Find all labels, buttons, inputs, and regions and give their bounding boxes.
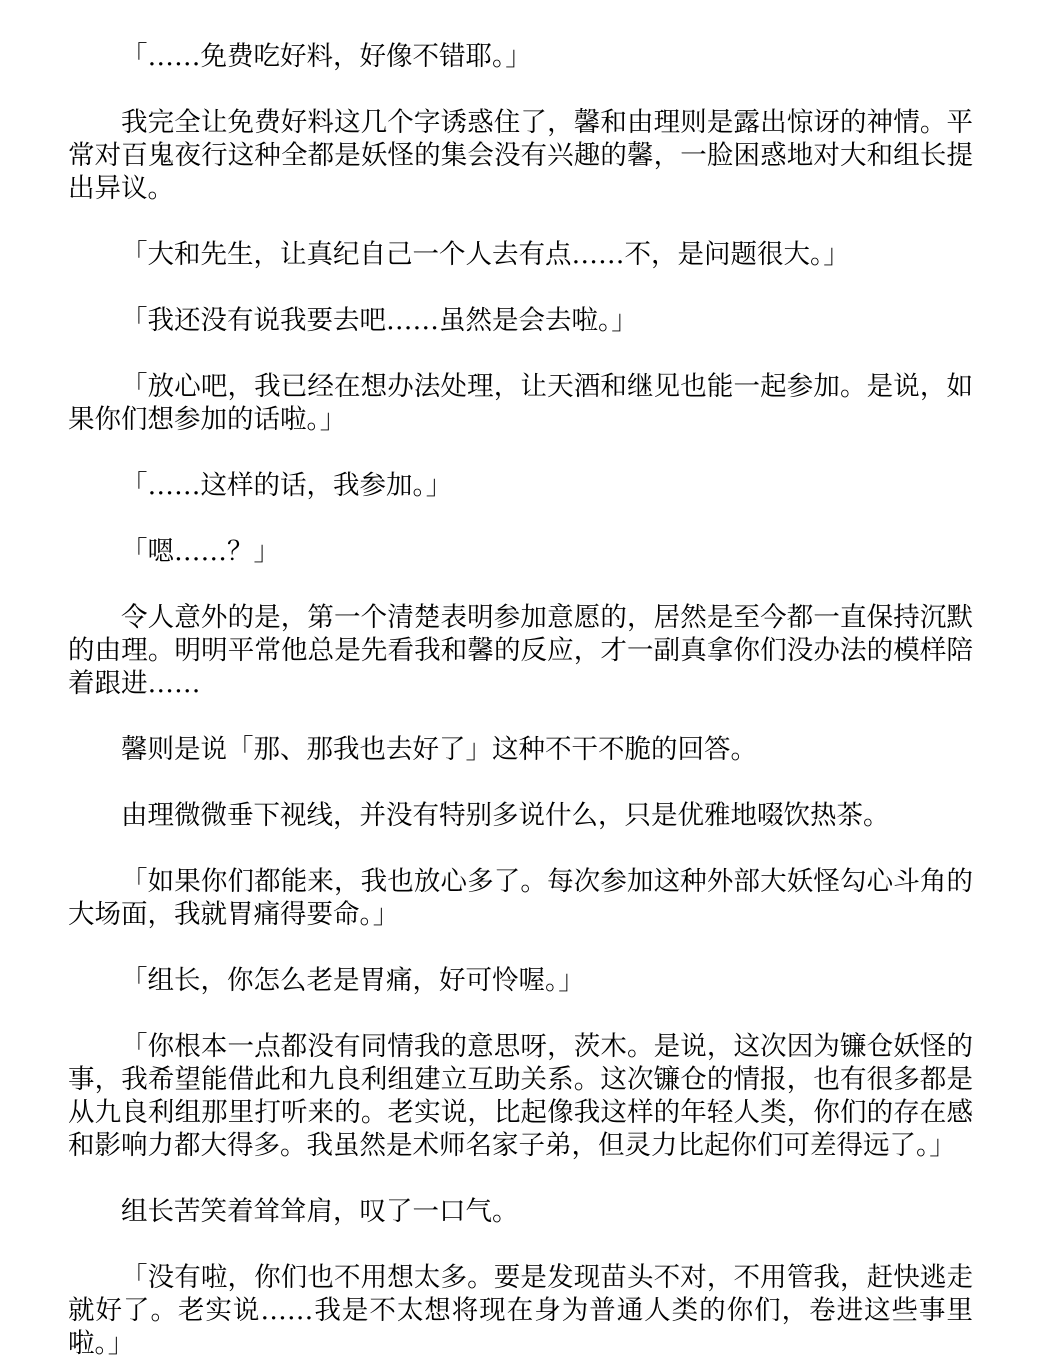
paragraph: 组长苦笑着耸耸肩，叹了一口气。 <box>121 1196 519 1227</box>
paragraph: 「大和先生，让真纪自己一个人去有点……不，是问题很大。」 <box>121 239 850 270</box>
paragraph: 「放心吧，我已经在想办法处理，让天酒和继见也能一起参加。是说，如果你们想参加的话啦。」 <box>68 371 973 435</box>
paragraph: 「如果你们都能来，我也放心多了。每次参加这种外部大妖怪勾心斗角的大场面，我就胃痛得要命。」 <box>68 866 973 930</box>
paragraph: 「组长，你怎么老是胃痛，好可怜喔。」 <box>121 965 585 996</box>
paragraph: 「没有啦，你们也不用想太多。要是发现苗头不对，不用管我，赶快逃走就好了。老实说……我是不太想将现在身为普通人类的你们，卷进这些事里啦。」 <box>68 1262 973 1359</box>
paragraph: 令人意外的是，第一个清楚表明参加意愿的，居然是至今都一直保持沉默的由理。明明平常他总是先看我和馨的反应，才一副真拿你们没办法的模样陪着跟进…… <box>68 602 973 699</box>
paragraph: 「……免费吃好料，好像不错耶。」 <box>121 41 532 72</box>
paragraph: 「你根本一点都没有同情我的意思呀，茨木。是说，这次因为镰仓妖怪的事，我希望能借此和九良利组建立互助关系。这次镰仓的情报，也有很多都是从九良利组那里打听来的。老实说，比起像我这样的年轻人类，你们的存在感和影响力都大得多。我虽然是术师名家子弟，但灵力比起你们可差得远了。」 <box>68 1031 973 1161</box>
paragraph: 「嗯……？」 <box>121 536 280 567</box>
paragraph: 我完全让免费好料这几个字诱惑住了，馨和由理则是露出惊讶的神情。平常对百鬼夜行这种全都是妖怪的集会没有兴趣的馨，一脸困惑地对大和组长提出异议。 <box>68 107 973 204</box>
paragraph: 由理微微垂下视线，并没有特别多说什么，只是优雅地啜饮热茶。 <box>121 800 890 831</box>
paragraph: 馨则是说「那、那我也去好了」这种不干不脆的回答。 <box>121 734 757 765</box>
text-body <box>68 40 973 1360</box>
paragraph: 「我还没有说我要去吧……虽然是会去啦。」 <box>121 305 638 336</box>
paragraph: 「……这样的话，我参加。」 <box>121 470 453 501</box>
